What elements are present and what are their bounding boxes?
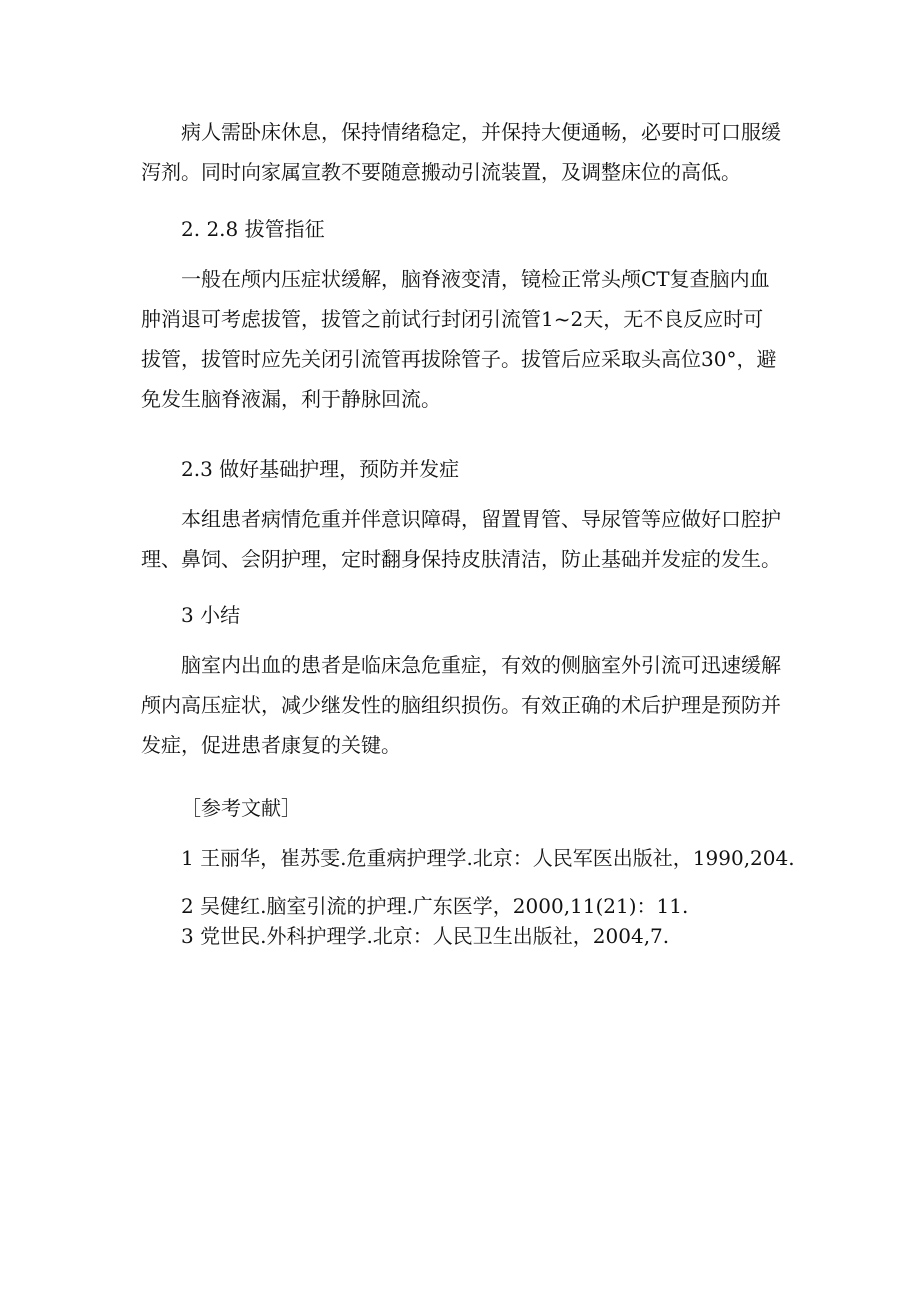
paragraph-rest-care: 病人需卧床休息，保持情绪稳定，并保持大便通畅，必要时可口服缓泻剂。同时向家属宣教不要随意搬动引流装置，及调整床位的高低。 [141,120,781,184]
paragraph-extubation: 一般在颅内压症状缓解，脑脊液变清，镜检正常头颅CT复查脑内血肿消退可考虑拔管，拔管之前试行封闭引流管1~2天，无不良反应时可拔管，拔管时应先关闭引流管再拔除管子。拔管后应采取头高位30°，避免发生脑脊液漏，利于静脉回流。 [141,267,777,411]
section-heading-2-2-8: 2. 2.8 拔管指征 [181,217,325,241]
section-heading-2-3: 2.3 做好基础护理，预防并发症 [181,457,460,481]
paragraph-summary: 脑室内出血的患者是临床急危重症，有效的侧脑室外引流可迅速缓解颅内高压症状，减少继发性的脑组织损伤。有效正确的术后护理是预防并发症，促进患者康复的关键。 [141,653,781,757]
paragraph-basic-care: 本组患者病情危重并伴意识障碍，留置胃管、导尿管等应做好口腔护理、鼻饲、会阴护理，定时翻身保持皮肤清洁，防止基础并发症的发生。 [141,507,781,571]
reference-item-1: 1 王丽华，崔苏雯.危重病护理学.北京：人民军医出版社，1990,204. [181,846,795,870]
references-title: ［参考文献］ [181,796,301,820]
reference-item-2: 2 吴健红.脑室引流的护理.广东医学，2000,11(21)：11. [181,894,689,918]
section-heading-3-summary: 3 小结 [181,603,241,627]
reference-item-3: 3 党世民.外科护理学.北京：人民卫生出版社，2004,7. [181,924,670,948]
